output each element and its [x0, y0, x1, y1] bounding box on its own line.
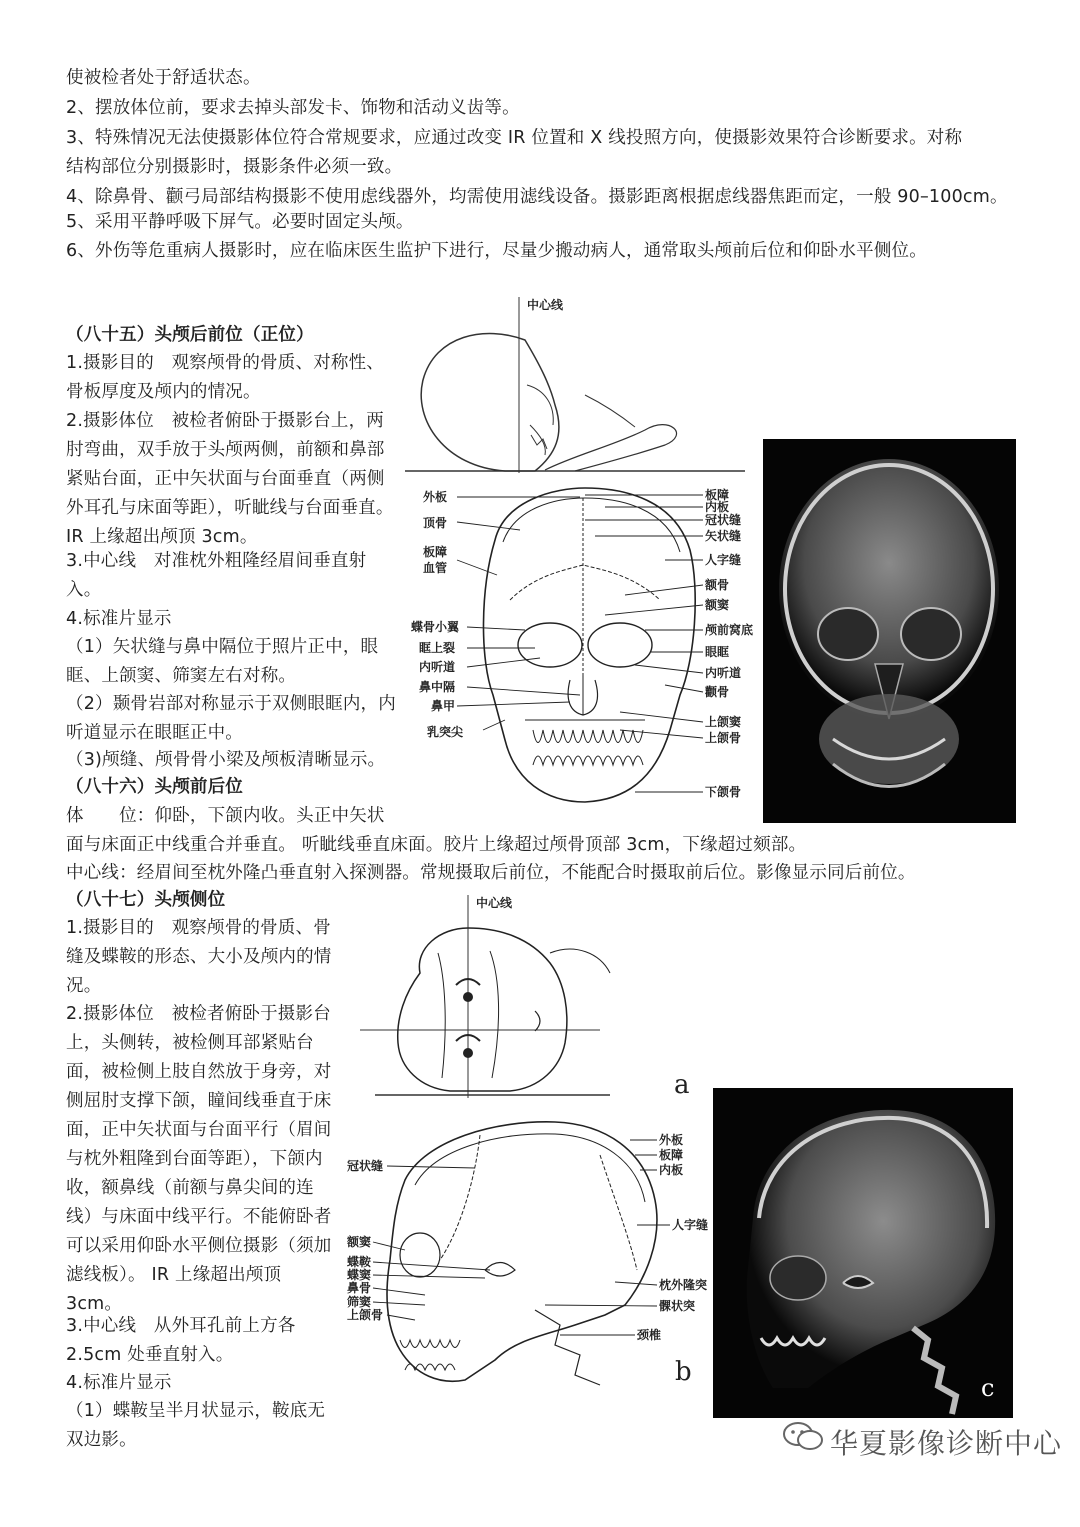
- fig2-panel-c: c: [981, 1374, 995, 1402]
- sec87-purpose: 1.摄影目的 观察颅骨的骨质、骨缝及蝶鞍的形态、大小及颅内的情况。: [66, 918, 332, 996]
- fig1-label-banzhang: 板障: [423, 545, 448, 559]
- sec86-title: （八十六）头颅前后位: [66, 777, 243, 797]
- fig2-panel-a: a: [674, 1070, 690, 1100]
- sec86-center: 中心线：经眉间至枕外隆凸垂直射入探测器。常规摄取后前位，不能配合时摄取前后位。影像显示同后前位。: [66, 863, 916, 883]
- lateral-skull-anatomy-diagram: [345, 1110, 709, 1390]
- fig1-label-kuangshanglie: 眶上裂: [419, 641, 456, 655]
- fig2-label-shanghegu: 上颌骨: [347, 1308, 384, 1322]
- fig1-label-r-xiahegu: 下颌骨: [705, 785, 742, 799]
- fig1-label-r-quangu: 颧骨: [705, 685, 730, 699]
- watermark-text: 华夏影像诊断中心: [830, 1427, 1063, 1460]
- fig2-label-diean: 蝶鞍: [347, 1255, 372, 1269]
- fig1-label-dinggu: 顶骨: [423, 516, 448, 530]
- pa-xray-drawing: [763, 439, 1016, 823]
- fig1-label-r-edou: 额窦: [705, 598, 730, 612]
- fig1-label-neitingdao: 内听道: [419, 660, 456, 674]
- sec87-std1: （1）蝶鞍呈半月状显示，鞍底无双边影。: [66, 1401, 326, 1450]
- fig1-label-bizhongge: 鼻中隔: [419, 680, 456, 694]
- sec85-std2: （2）颞骨岩部对称显示于双侧眼眶内，内听道显示在眼眶正中。: [66, 694, 396, 743]
- pa-position-diagram: [405, 295, 745, 475]
- fig2-label-diedou: 蝶窦: [347, 1268, 372, 1282]
- fig1-label-r-renzifeng: 人字缝: [705, 553, 742, 567]
- fig1-label-rutujian: 乳突尖: [427, 725, 464, 739]
- fig2-center-line-label: 中心线: [476, 896, 513, 910]
- fig1-label-r-luqianwodi: 颅前窝底: [705, 623, 754, 637]
- fig2-label-jingzhui: 颈椎: [637, 1328, 662, 1342]
- fig1-label-r-shanghegu: 上颌骨: [705, 731, 742, 745]
- fig2-label-bigu: 鼻骨: [347, 1281, 372, 1295]
- intro-line-5: 5、采用平静呼吸下屏气。必要时固定头颅。: [66, 212, 414, 232]
- fig2-label-guanzhuangfeng: 冠状缝: [347, 1159, 384, 1173]
- sec87-title: （八十七）头颅侧位: [66, 890, 226, 910]
- fig1-label-waiban: 外板: [423, 490, 448, 504]
- fig1-label-r-shanghedou: 上颌窦: [705, 715, 742, 729]
- fig1-label-r-neiban: 内板: [705, 500, 730, 514]
- wechat-icon: [782, 1420, 824, 1454]
- sec85-purpose: 1.摄影目的 观察颅骨的骨质、对称性、骨板厚度及颅内的情况。: [66, 353, 384, 402]
- fig1-label-r-shizhuangfeng: 矢状缝: [705, 529, 742, 543]
- fig1-label-r-banzhang: 板障: [705, 488, 730, 502]
- sec85-std1: （1）矢状缝与鼻中隔位于照片正中，眼眶、上颌窦、筛窦左右对称。: [66, 637, 379, 686]
- lateral-xray-drawing: [713, 1088, 1013, 1418]
- fig2-label-neiban: 内板: [659, 1163, 684, 1177]
- intro-line-2: 2、摆放体位前，要求去掉头部发卡、饰物和活动义齿等。: [66, 98, 520, 118]
- fig1-label-r-neitingdao: 内听道: [705, 666, 742, 680]
- fig2-label-kezhuangtu: 髁状突: [659, 1299, 696, 1313]
- intro-line-3a: 3、特殊情况无法使摄影体位符合常规要求，应通过改变 IR 位置和 X 线投照方向，使摄影效果符合诊断要求。对称: [66, 128, 963, 148]
- intro-line-6: 6、外伤等危重病人摄影时，应在临床医生监护下进行，尽量少搬动病人，通常取头颅前后位和仰卧水平侧位。: [66, 241, 927, 261]
- fig1-label-r-guanzhuangfeng: 冠状缝: [705, 513, 742, 527]
- intro-line-0: 使被检者处于舒适状态。: [66, 68, 261, 88]
- sec87-position: 2.摄影体位 被检者俯卧于摄影台上，头侧转，被检侧耳部紧贴台面，被检侧上肢自然放于身旁，对侧屈肘支撑下颌，瞳间线垂直于床面，正中矢状面与台面平行（眉间与枕外粗隆到台面等距），下颌内收，额鼻线（前额与鼻尖间的连线）与床面中线平行。不能俯卧者可以采用仰卧水平侧位摄影（须加滤线板）。 IR 上缘超出颅顶 3cm。: [66, 1004, 332, 1314]
- fig1-label-dieguxiaoyi: 蝶骨小翼: [411, 620, 460, 634]
- intro-line-4: 4、除鼻骨、颧弓局部结构摄影不使用虑线器外，均需使用滤线设备。摄影距离根据虑线器焦距而定，一般 90–100cm。: [66, 187, 1008, 207]
- pa-skull-xray-image: [763, 439, 1016, 823]
- fig1-center-line-label: 中心线: [527, 298, 564, 312]
- sec87-standard: 4.标准片显示: [66, 1373, 172, 1393]
- fig2-label-edou: 额窦: [347, 1235, 372, 1249]
- fig2-label-shaidou: 筛窦: [347, 1295, 372, 1309]
- pa-skull-anatomy-diagram: [405, 480, 765, 810]
- sec85-position: 2.摄影体位 被检者俯卧于摄影台上，两肘弯曲，双手放于头颅两侧，前额和鼻部紧贴台面，正中矢状面与台面垂直（两侧外耳孔与床面等距），听眦线与台面垂直。IR 上缘超出颅顶 3cm。: [66, 411, 394, 547]
- sec85-center: 3.中心线 对准枕外粗隆经眉间垂直射入。: [66, 551, 367, 600]
- sec87-center: 3.中心线 从外耳孔前上方各 2.5cm 处垂直射入。: [66, 1316, 296, 1365]
- fig2-label-zhenwailongtu: 枕外隆突: [659, 1278, 708, 1292]
- fig2-label-waiban: 外板: [659, 1133, 684, 1147]
- fig2-label-banzhang: 板障: [659, 1148, 684, 1162]
- fig1-label-r-yankuang: 眼眶: [705, 645, 730, 659]
- sec85-title: （八十五）头颅后前位（正位）: [66, 325, 314, 345]
- sec86-pos1: 体 位：仰卧，下颌内收。头正中矢状: [66, 806, 385, 826]
- sec85-standard: 4.标准片显示: [66, 609, 172, 629]
- fig1-label-r-egu: 额骨: [705, 578, 730, 592]
- fig1-label-bijia: 鼻甲: [431, 699, 456, 713]
- fig2-panel-b: b: [675, 1357, 692, 1387]
- lateral-skull-xray-image: [713, 1088, 1013, 1418]
- intro-line-3b: 结构部位分别摄影时，摄影条件必须一致。: [66, 157, 403, 177]
- lateral-position-diagram: [360, 893, 700, 1103]
- sec86-pos2: 面与床面正中线重合并垂直。 听眦线垂直床面。胶片上缘超过颅骨顶部 3cm，下缘超过颏部。: [66, 835, 807, 855]
- fig2-label-renzifeng: 人字缝: [672, 1218, 709, 1232]
- sec85-std3: （3)颅缝、颅骨骨小梁及颅板清晰显示。: [66, 750, 386, 770]
- fig1-label-xueguan: 血管: [423, 561, 448, 575]
